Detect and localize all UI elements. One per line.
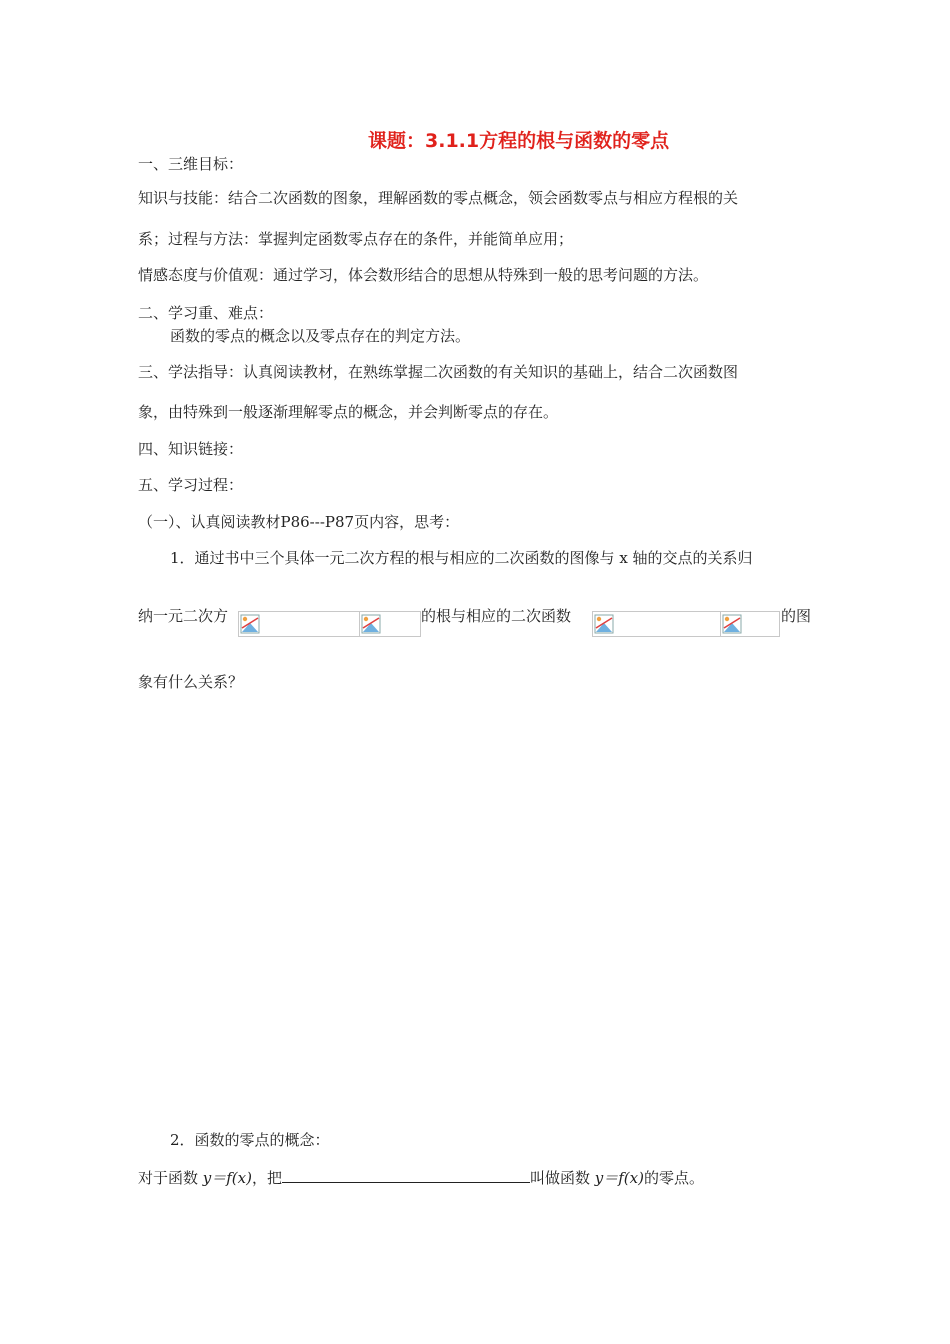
broken-image-icon	[240, 614, 260, 634]
section-3-line-2: 象，由特殊到一般逐渐理解零点的概念，并会判断零点的存在。	[138, 403, 559, 421]
definition-mid: ，把	[251, 1169, 282, 1187]
equation-image-placeholder-1	[238, 611, 360, 637]
question-1-line-2-middle: 的根与相应的二次函数	[421, 607, 572, 625]
section-2-heading: 二、学习重、难点：	[138, 304, 274, 322]
section-5-heading: 五、学习过程：	[138, 476, 244, 494]
definition-end: 的零点。	[643, 1169, 704, 1187]
equation-image-placeholder-2	[359, 611, 421, 637]
function-image-placeholder-1	[592, 611, 722, 637]
page-title: 课题：3.1.1方程的根与函数的零点	[368, 130, 670, 152]
definition-suffix: 叫做函数	[530, 1169, 595, 1187]
broken-image-icon	[594, 614, 614, 634]
function-notation: y＝f(x)	[202, 1169, 252, 1187]
section-1-line-3: 情感态度与价值观：通过学习，体会数形结合的思想从特殊到一般的思考问题的方法。	[138, 266, 709, 284]
definition-prefix: 对于函数	[138, 1169, 203, 1187]
fill-in-blank[interactable]	[282, 1166, 530, 1183]
function-notation: y＝f(x)	[594, 1169, 644, 1187]
broken-image-icon	[361, 614, 381, 634]
function-image-placeholder-2	[720, 611, 780, 637]
section-3-line-1: 三、学法指导：认真阅读教材，在熟练掌握二次函数的有关知识的基础上，结合二次函数图	[138, 363, 739, 381]
question-1-line-3: 象有什么关系？	[138, 673, 244, 691]
question-2-definition	[138, 1166, 704, 1188]
question-1-line-2-end: 的图	[781, 607, 812, 625]
section-1-heading: 一、三维目标：	[138, 155, 244, 173]
question-1-line-2-start: 纳一元二次方	[138, 607, 229, 625]
question-1-line-1: 1．通过书中三个具体一元二次方程的根与相应的二次函数的图像与 x 轴的交点的关系归	[170, 549, 753, 567]
section-1-line-1: 知识与技能：结合二次函数的图象，理解函数的零点概念，领会函数零点与相应方程根的关	[138, 189, 739, 207]
section-1-line-2: 系；过程与方法：掌握判定函数零点存在的条件，并能简单应用；	[138, 230, 574, 248]
section-4-heading: 四、知识链接：	[138, 440, 244, 458]
broken-image-icon	[722, 614, 742, 634]
question-2-heading: 2．函数的零点的概念：	[170, 1131, 330, 1149]
section-2-line-1: 函数的零点的概念以及零点存在的判定方法。	[170, 327, 471, 345]
section-5-sub-1: （一）、认真阅读教材P86---P87页内容，思考：	[138, 513, 460, 531]
